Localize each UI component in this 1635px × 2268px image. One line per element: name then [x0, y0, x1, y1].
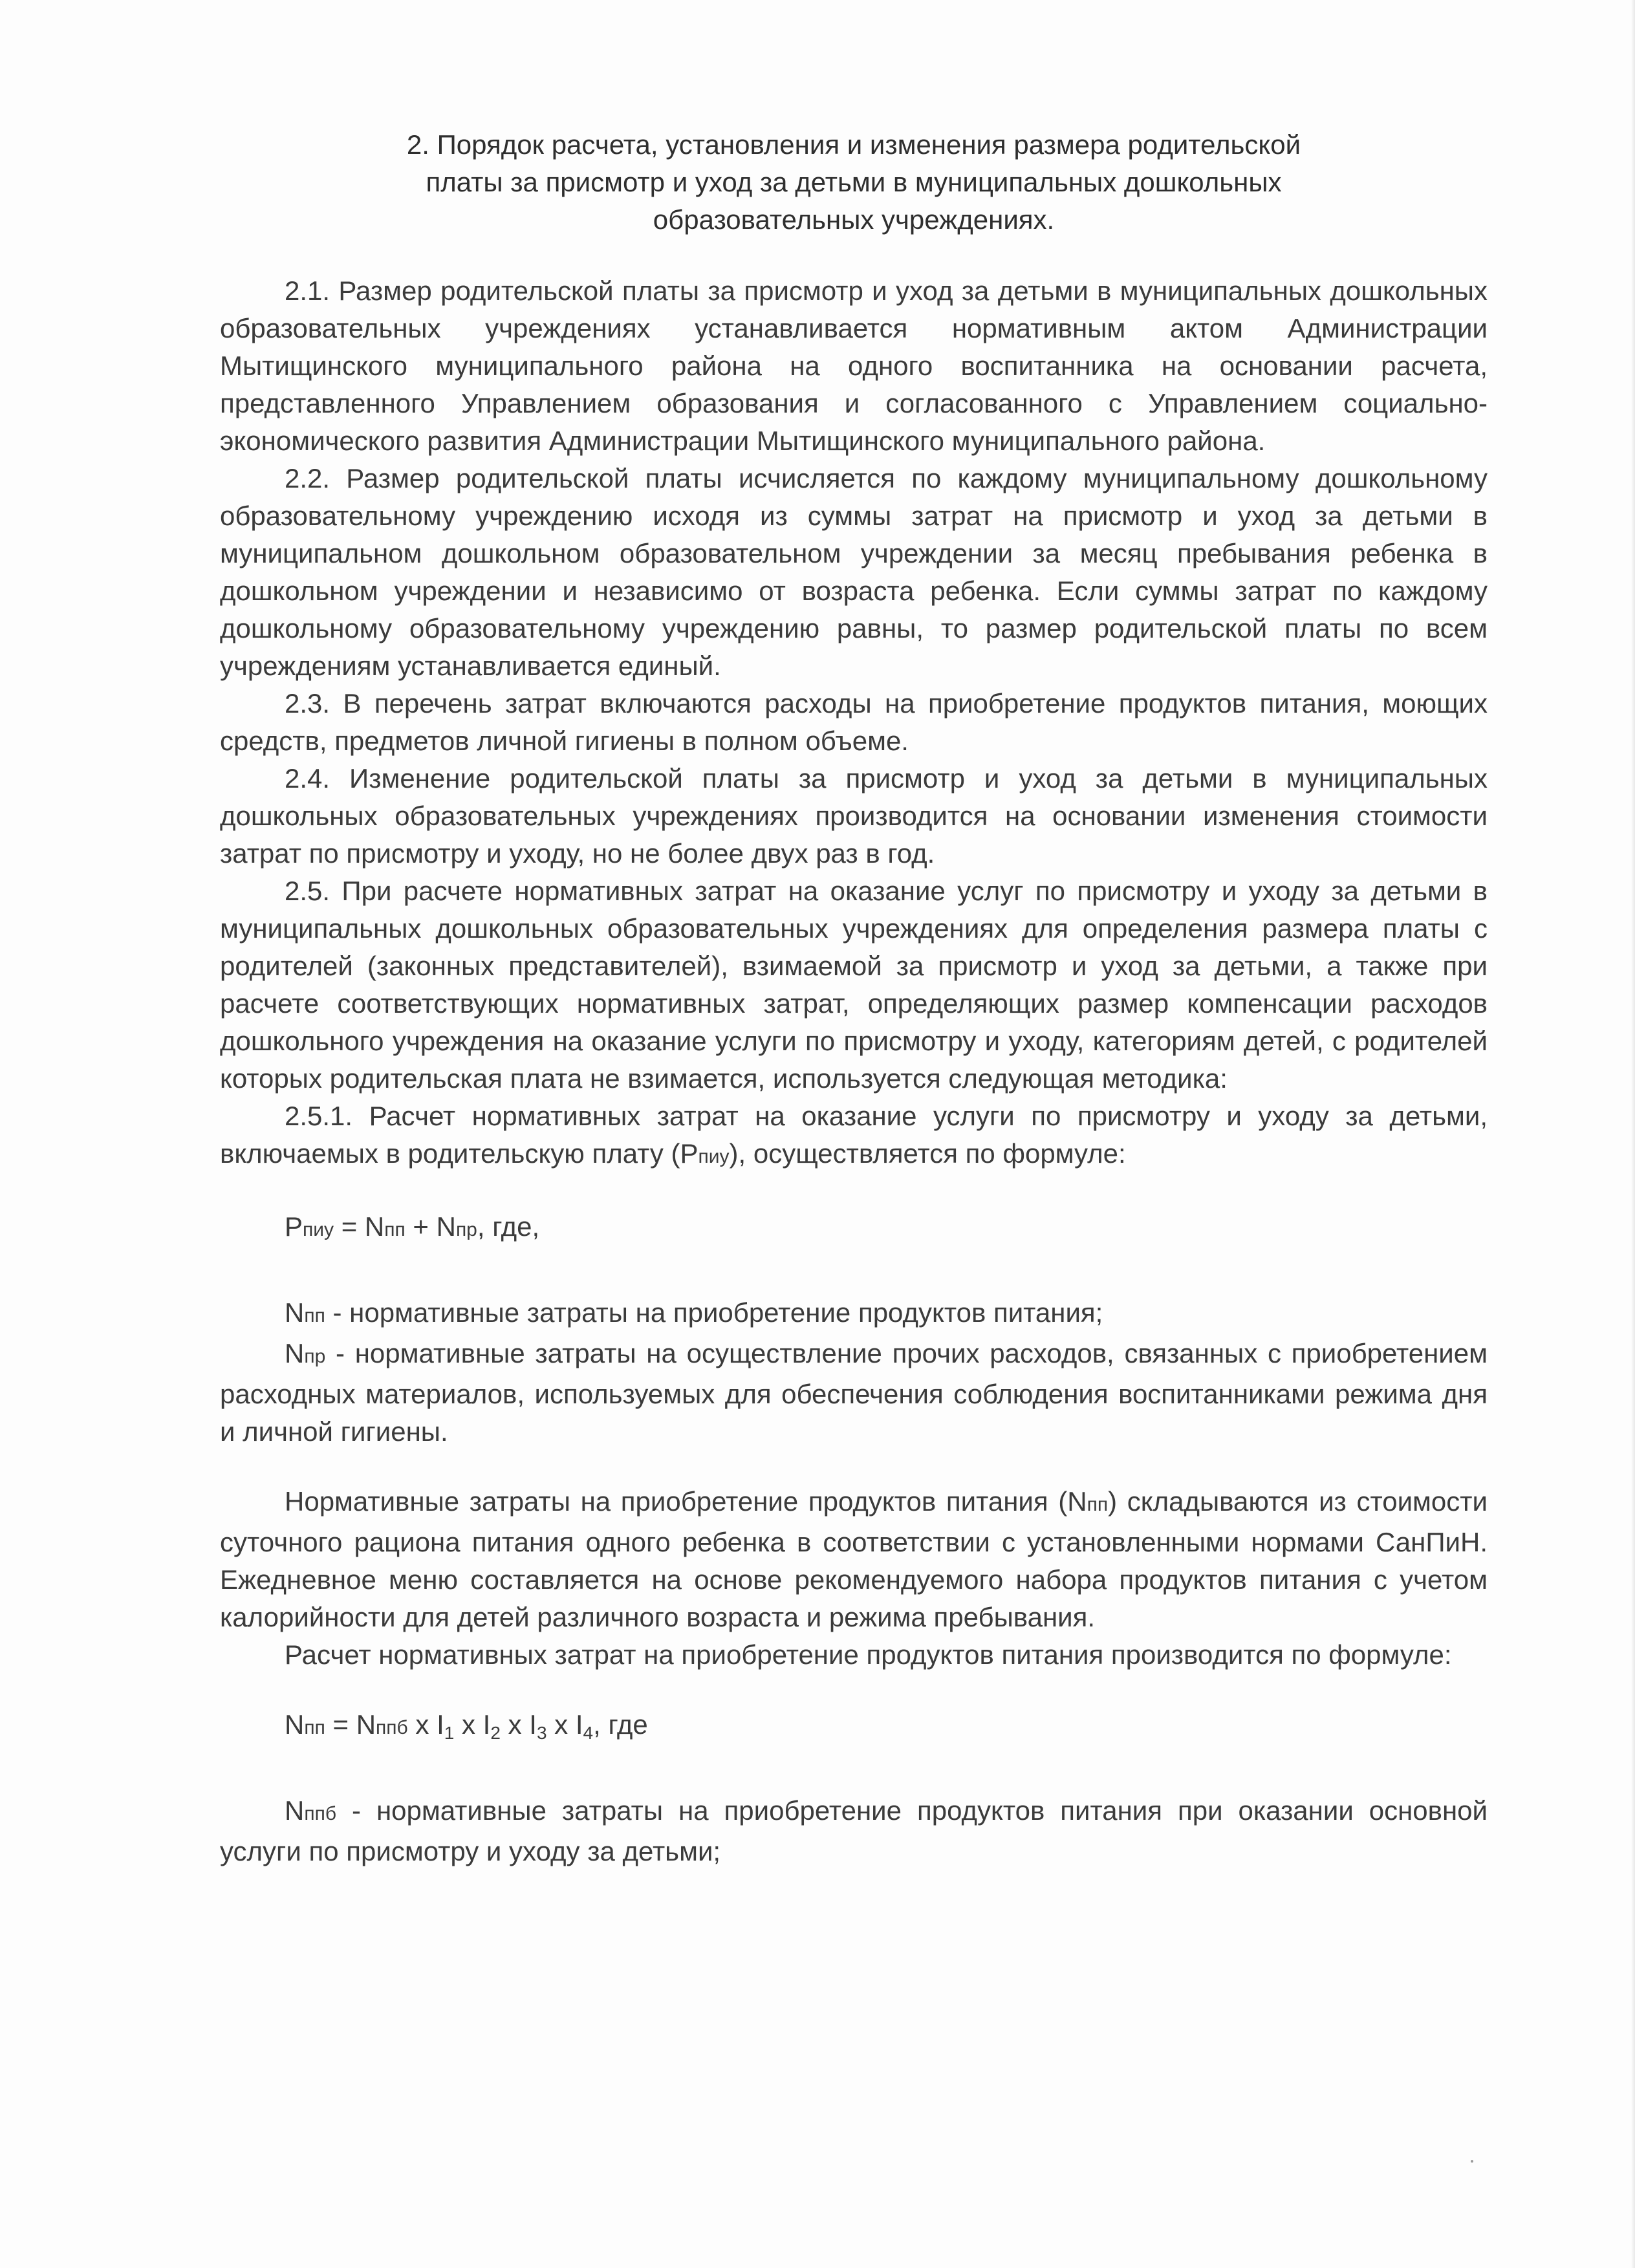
- page-edge-shadow: [1631, 0, 1635, 2268]
- definition-nppb-symbol: N: [285, 1795, 305, 1826]
- paragraph-2-5-1-text-b: ), осуществляется по формуле:: [729, 1138, 1126, 1169]
- formula-rpiu: [220, 1208, 1488, 1249]
- paragraph-calc-food: Расчет нормативных затрат на приобретение продуктов питания производится по формуле:: [285, 1639, 1452, 1670]
- formula-npp-n-sub: пп: [304, 1717, 325, 1738]
- definition-npr-text: - нормативные затраты на осуществление прочих расходов, связанных с приобретением расходных материалов, используемых для обеспечения соблюдения воспитанниками режима дня и личной гигиены.: [220, 1338, 1488, 1447]
- paragraph-2-3: 2.3. В перечень затрат включаются расходы на приобретение продуктов питания, моющих средств, предметов личной гигиены в полном объеме.: [220, 688, 1488, 756]
- formula-npp-n: N: [285, 1709, 305, 1740]
- formula-npp-x3: x I: [500, 1709, 537, 1740]
- definition-npp-symbol: N: [285, 1297, 305, 1328]
- paragraph-2-4: 2.4. Изменение родительской платы за присмотр и уход за детьми в муниципальных дошкольных образовательных учреждениях производится на основании изменения стоимости затрат по присмотру и уходу, но не более двух раз в год.: [220, 763, 1488, 869]
- formula-npp-i2: 2: [490, 1723, 501, 1743]
- definition-nppb: [220, 1792, 1488, 1870]
- paragraph-2-2: 2.2. Размер родительской платы исчисляется по каждому муниципальному дошкольному образовательному учреждению исходя из суммы затрат на присмотр и уход за детьми в муниципальном дошкольном образовательном учреждении за месяц пребывания ребенка в дошкольном учреждении и независимо от возраста ребенка. Если суммы затрат по каждому дошкольному образовательному учреждению равны, то размер родительской платы по всем учреждениям устанавливается единый.: [220, 463, 1488, 681]
- formula-npp-eq: = N: [325, 1709, 376, 1740]
- formula-npp-tail: , где: [593, 1709, 648, 1740]
- formula-npp-i1: 1: [444, 1723, 455, 1743]
- definition-npr-subscript: пр: [304, 1346, 326, 1367]
- formula-rpiu-eq: = N: [334, 1211, 385, 1242]
- paragraph-2-5-1: [220, 1097, 1488, 1176]
- heading-line-1: 2. Порядок расчета, установления и изменения размера родительской: [406, 129, 1301, 160]
- formula-rpiu-lhs-sub: пиу: [303, 1219, 334, 1240]
- definition-nppb-text: - нормативные затраты на приобретение продуктов питания при оказании основной услуги по присмотру и уходу за детьми;: [220, 1795, 1488, 1866]
- formula-rpiu-term1-sub: пп: [384, 1219, 406, 1240]
- formula-rpiu-plus: + N: [405, 1211, 456, 1242]
- paragraph-norm-food-text-a: Нормативные затраты на приобретение продуктов питания (N: [285, 1486, 1087, 1517]
- paragraph-2-5-1-subscript: пиу: [698, 1146, 730, 1167]
- document-body: [220, 126, 1488, 1870]
- section-heading: [220, 126, 1488, 239]
- paragraph-2-5: 2.5. При расчете нормативных затрат на оказание услуг по присмотру и уходу за детьми в муниципальных дошкольных образовательных учреждениях для определения размера платы с родителей (законных представителей), взимаемой за присмотр и уход за детьми, а также при расчете соответствующих нормативных затрат, определяющих размер компенсации расходов дошкольного учреждения на оказание услуги по присмотру и уходу, категориям детей, с родителей которых родительская плата не взимается, используется следующая методика:: [220, 876, 1488, 1094]
- definition-npp: [220, 1294, 1488, 1335]
- formula-npp-base-sub: ппб: [376, 1717, 408, 1738]
- formula-rpiu-tail: , где,: [477, 1211, 540, 1242]
- paragraph-norm-food: [220, 1483, 1488, 1636]
- definition-npp-text: - нормативные затраты на приобретение продуктов питания;: [325, 1297, 1103, 1328]
- formula-rpiu-term2-sub: пр: [455, 1219, 477, 1240]
- definition-npr: [220, 1335, 1488, 1451]
- formula-rpiu-lhs: Р: [285, 1211, 303, 1242]
- formula-npp-x4: x I: [547, 1709, 583, 1740]
- heading-line-2: платы за присмотр и уход за детьми в муниципальных дошкольных: [426, 167, 1282, 197]
- formula-npp-i3: 3: [536, 1723, 547, 1743]
- definition-npp-subscript: пп: [304, 1305, 325, 1326]
- formula-npp-x2: x I: [454, 1709, 491, 1740]
- paragraph-norm-food-text-b: ) складываются из стоимости суточного рациона питания одного ребенка в соответствии с установленными нормами СанПиН. Ежедневное меню составляется на основе рекомендуемого набора продуктов питания с учетом калорийности для детей различного возраста и режима пребывания.: [220, 1486, 1488, 1632]
- definition-nppb-subscript: ппб: [304, 1803, 337, 1824]
- paragraph-2-1: 2.1. Размер родительской платы за присмотр и уход за детьми в муниципальных дошкольных образовательных учреждениях устанавливается нормативным актом Администрации Мытищинского муниципального района на одного воспитанника на основании расчета, представленного Управлением образования и согласованного с Управлением социально-экономического развития Администрации Мытищинского муниципального района.: [220, 275, 1488, 456]
- formula-npp-i4: 4: [583, 1723, 594, 1743]
- heading-line-3: образовательных учреждениях.: [653, 204, 1055, 235]
- paragraph-2-5-1-text-a: 2.5.1. Расчет нормативных затрат на оказание услуги по присмотру и уходу за детьми, включаемых в родительскую плату (Р: [220, 1101, 1488, 1169]
- paragraph-norm-food-subscript: пп: [1087, 1494, 1109, 1515]
- scan-speck: [1471, 2160, 1473, 2163]
- formula-npp-x1: x I: [407, 1709, 444, 1740]
- definition-npr-symbol: N: [285, 1338, 305, 1368]
- formula-npp: [220, 1706, 1488, 1747]
